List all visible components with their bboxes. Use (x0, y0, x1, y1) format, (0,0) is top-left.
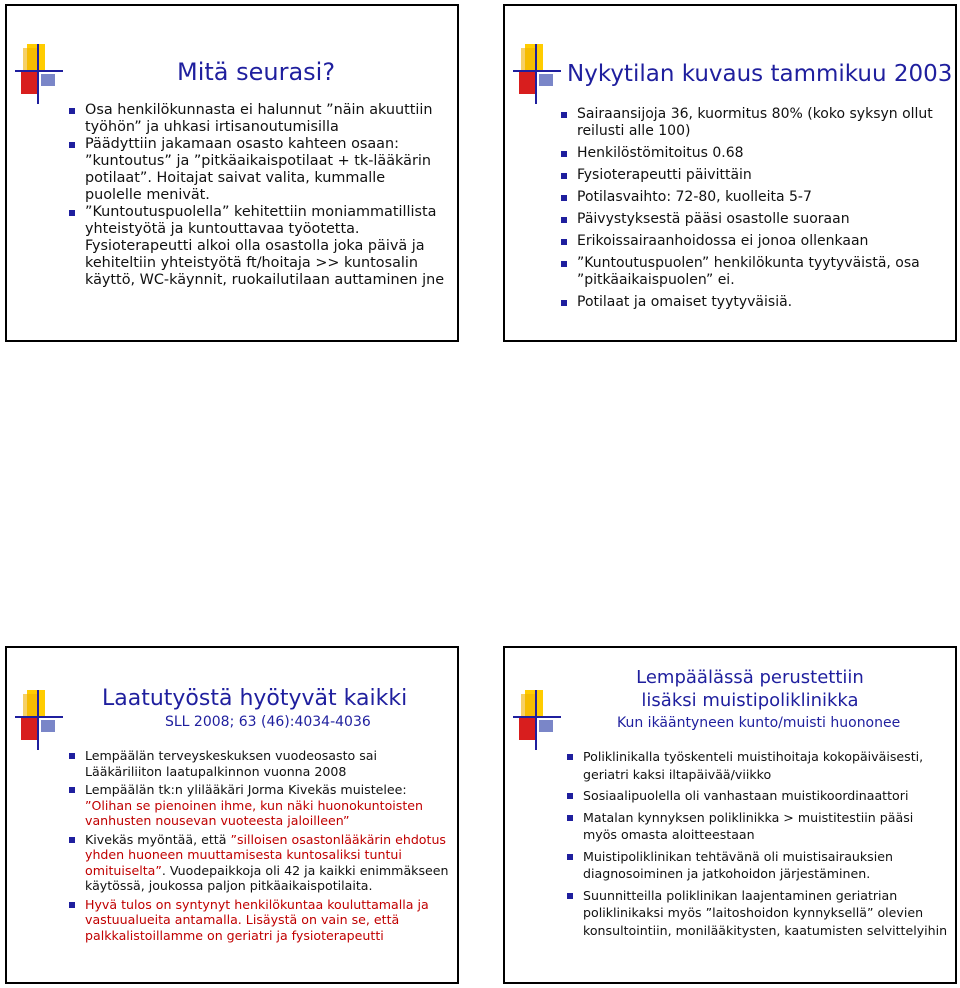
highlighted-text: ”silloisen osastonlääkärin ehdotus yhden huoneen muuttamisesta kuntosaliksi tuntui omituiselta” (85, 831, 446, 878)
slide-muistipoliklinikka (503, 646, 957, 984)
bullet-text: Suunnitteilla poliklinikan laajentaminen geriatrian poliklinikaksi myös ”laitoshoidon kynnyksellä” olevien konsultointiin, monilääkitysten, kaatumisten selvittelyihin (583, 887, 948, 938)
bullet-item (563, 787, 948, 805)
bullet-text: ”Kuntoutuspuolen” henkilökunta tyytyväistä, osa ”pitkäaikaispuolen” ei. (577, 255, 920, 288)
bullet-item (557, 255, 947, 289)
bullet-item (557, 189, 947, 206)
slide-subtitle: Kun ikääntyneen kunto/muisti huononee (617, 715, 901, 731)
bullet-text: Henkilöstömitoitus 0.68 (577, 145, 744, 161)
highlighted-text: Hyvä tulos on syntynyt henkilökuntaa kouluttamalla ja vastuualueita antamalla. Lisäystä on vain se, että palkkalistoillamme on geriatri ja fysioterapeutti (85, 896, 429, 943)
bullet-item (65, 136, 445, 204)
bullet-text: Lempäälän tk:n ylilääkäri Jorma Kivekäs muistelee: (85, 782, 407, 797)
bullet-text: Potilasvaihto: 72-80, kuolleita 5-7 (577, 189, 812, 205)
bullet-item (563, 809, 948, 844)
bullet-item (557, 145, 947, 162)
slide-logo-icon (513, 44, 561, 104)
bullet-text: . Vuodepaikkoja oli 42 ja kaikki enimmäkseen käytössä, joukossa paljon pitkäaikaispotilaita. (85, 862, 449, 893)
bullet-item (65, 102, 445, 136)
slide-nykytilan-kuvaus (503, 4, 957, 342)
slide-mita-seurasi (5, 4, 459, 342)
bullet-text: Kivekäs myöntää, että (85, 831, 231, 847)
bullet-item (557, 211, 947, 228)
bullet-item (65, 782, 450, 829)
bullet-item (557, 233, 947, 250)
bullet-item (65, 748, 450, 779)
bullet-item (563, 848, 948, 883)
slide-title: Lempäälässä perustettiin lisäksi muistipoliklinikka (636, 667, 864, 711)
bullet-text: Fysioterapeutti päivittäin (577, 167, 752, 183)
bullet-text: Erikoissairaanhoidossa ei jonoa ollenkaan (577, 233, 869, 249)
bullet-item (563, 887, 948, 940)
bullet-text: Sairaansijoja 36, kuormitus 80% (koko syksyn ollut reilusti alle 100) (577, 106, 933, 139)
bullet-text: Päivystyksestä pääsi osastolle suoraan (577, 211, 850, 227)
bullet-text: Poliklinikalla työskenteli muistihoitaja kokopäiväisesti, geriatri kaksi iltapäivää/viikko (583, 749, 924, 782)
slide-logo-icon (513, 690, 561, 750)
bullet-item (563, 748, 948, 783)
bullet-item (65, 832, 450, 894)
slide-subtitle: SLL 2008; 63 (46):4034-4036 (165, 714, 371, 730)
bullet-list (563, 748, 948, 943)
bullet-text: Osa henkilökunnasta ei halunnut ”näin akuuttiin työhön” ja uhkasi irtisanoutumisilla (85, 102, 433, 135)
bullet-text: Päädyttiin jakamaan osasto kahteen osaan: ”kuntoutus” ja ”pitkäaikaispotilaat + tk-lääkärin potilaat”. Hoitajat saivat valita, kummalle puolelle menivät. (85, 136, 431, 203)
bullet-text: ”Kuntoutuspuolella” kehitettiin moniammatillista yhteistyötä ja kuntouttavaa työotetta. Fysioterapeutti alkoi olla osastolla joka päivä ja kehiteltiin yhteistyötä ft/hoitaja >> kuntosalin käyttö, WC-käynnit, ruokailutilaan auttaminen jne (85, 204, 445, 288)
slide-logo-icon (15, 690, 63, 750)
highlighted-text: ”Olihan se pienoinen ihme, kun näki huonokuntoisten vanhusten nousevan vuoteesta jaloilleen” (85, 797, 424, 828)
bullet-item (557, 167, 947, 184)
bullet-text: Matalan kynnyksen poliklinikka > muistitestiin pääsi myös omasta aloitteestaan (583, 809, 914, 842)
bullet-item (557, 294, 947, 311)
bullet-item (557, 106, 947, 140)
bullet-text: Sosiaalipuolella oli vanhastaan muistikoordinaattori (583, 788, 909, 803)
slide-logo-icon (15, 44, 63, 104)
slide-laatutyosta (5, 646, 459, 984)
slide-title: Laatutyöstä hyötyvät kaikki (102, 686, 408, 711)
bullet-list (65, 748, 450, 946)
slide-title: Nykytilan kuvaus tammikuu 2003 (567, 61, 953, 87)
slide-title: Mitä seurasi? (177, 58, 336, 86)
bullet-list (65, 102, 445, 289)
bullet-text: Potilaat ja omaiset tyytyväisiä. (577, 294, 793, 310)
bullet-item (65, 897, 450, 944)
bullet-item (65, 204, 445, 289)
bullet-text: Muistipoliklinikan tehtävänä oli muistisairauksien diagnosoiminen ja jatkohoidon järjestäminen. (583, 848, 893, 881)
bullet-text: Lempäälän terveyskeskuksen vuodeosasto sai Lääkäriliiton laatupalkinnon vuonna 2008 (85, 748, 377, 779)
bullet-list (557, 106, 947, 316)
